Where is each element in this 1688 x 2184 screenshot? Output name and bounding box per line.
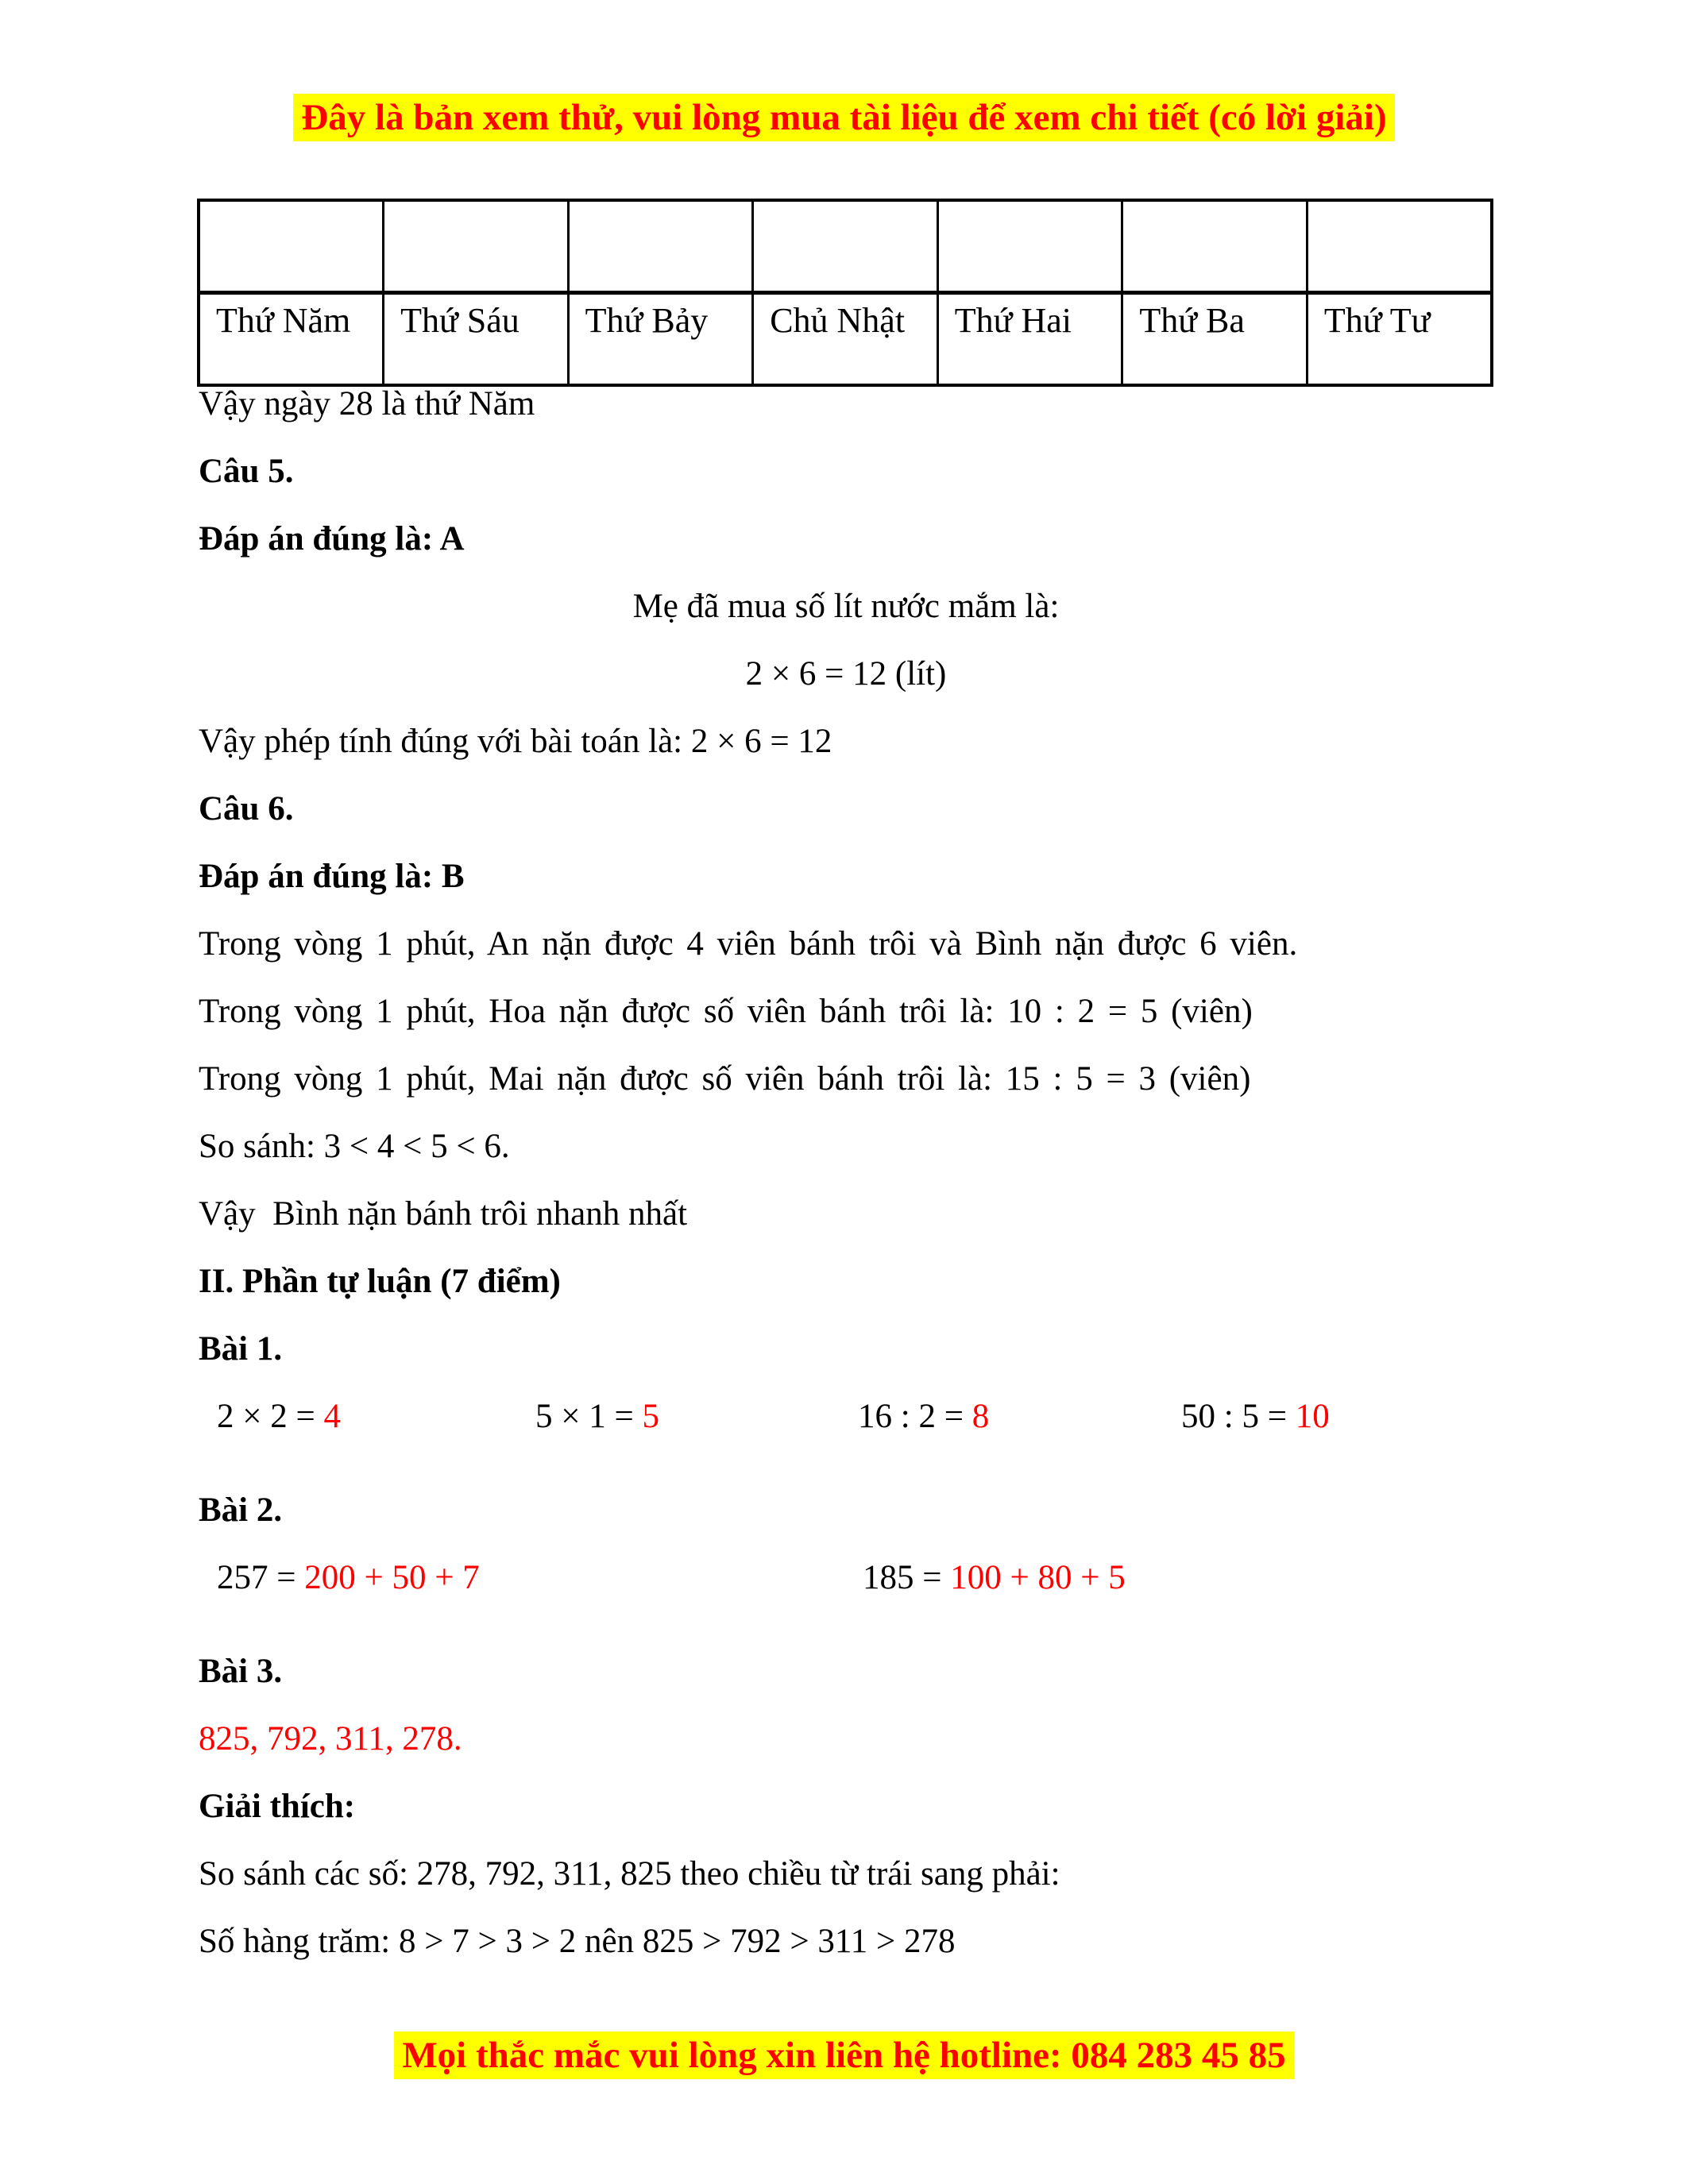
weekday-table-empty-row [199,200,1492,293]
question-5-heading: Câu 5. [199,453,294,490]
empty-cell [1122,200,1308,293]
equation [1181,1398,1330,1436]
question-5-conclusion: Vậy phép tính đúng với bài toán là: 2 × 6 = 12 [199,723,832,760]
question-6-solution-line-3: Trong vòng 1 phút, Mai nặn được số viên bánh trôi là: 15 : 5 = 3 (viên) [199,1060,1251,1098]
question-6-solution-line-2: Trong vòng 1 phút, Hoa nặn được số viên bánh trôi là: 10 : 2 = 5 (viên) [199,993,1253,1030]
equation-answer: 4 [323,1398,342,1435]
exercise-3-answer: 825, 792, 311, 278. [199,1720,462,1758]
section-2-heading: II. Phần tự luận (7 điểm) [199,1263,561,1300]
question-6-heading: Câu 6. [199,790,294,828]
preview-notice-banner [0,94,1688,141]
day-cell: Thứ Bảy [568,293,753,386]
exercise-1-equations-row [199,1398,1493,1436]
equation [535,1398,659,1436]
empty-cell [199,200,384,293]
question-6-answer-label: Đáp án đúng là: B [199,858,465,895]
document-body [199,385,1493,1990]
equation [217,1398,341,1436]
empty-cell [384,200,569,293]
day-cell: Thứ Năm [199,293,384,386]
exercise-2-equations-row [199,1559,1493,1597]
day-cell: Chủ Nhật [753,293,938,386]
hotline-banner [0,2032,1688,2079]
exercise-3-heading: Bài 3. [199,1653,283,1690]
day-cell: Thứ Tư [1307,293,1492,386]
equation-expression: 2 × 2 = [217,1398,324,1435]
equation-answer: 200 + 50 + 7 [304,1559,480,1596]
equation-answer: 100 + 80 + 5 [950,1559,1126,1596]
equation [858,1398,989,1436]
question-6-conclusion: Vậy Bình nặn bánh trôi nhanh nhất [199,1195,688,1233]
question-5-solution-line-2: 2 × 6 = 12 (lít) [745,655,947,693]
exercise-3-explanation-heading: Giải thích: [199,1788,356,1825]
equation-expression: 50 : 5 = [1181,1398,1296,1435]
weekday-table [197,199,1493,387]
empty-cell [568,200,753,293]
day-conclusion-line: Vậy ngày 28 là thứ Năm [199,385,535,423]
exercise-3-explanation-line-1: So sánh các số: 278, 792, 311, 825 theo chiều từ trái sang phải: [199,1855,1060,1893]
day-cell: Thứ Sáu [384,293,569,386]
question-6-solution-line-1: Trong vòng 1 phút, An nặn được 4 viên bánh trôi và Bình nặn được 6 viên. [199,925,1298,963]
weekday-table-day-row [199,293,1492,386]
day-cell: Thứ Ba [1122,293,1308,386]
equation-answer: 5 [642,1398,660,1435]
hotline-text: Mọi thắc mắc vui lòng xin liên hệ hotline: 084 283 45 85 [394,2032,1293,2079]
equation-answer: 8 [971,1398,990,1435]
day-cell: Thứ Hai [937,293,1122,386]
equation-expression: 257 = [217,1559,305,1596]
question-5-answer-label: Đáp án đúng là: A [199,520,465,558]
exercise-2-heading: Bài 2. [199,1491,283,1529]
empty-cell [937,200,1122,293]
equation-answer: 10 [1295,1398,1330,1435]
equation-expression: 185 = [863,1559,951,1596]
preview-notice-text: Đây là bản xem thử, vui lòng mua tài liệu để xem chi tiết (có lời giải) [293,94,1394,141]
equation [217,1559,480,1597]
empty-cell [1307,200,1492,293]
question-5-solution-line-1: Mẹ đã mua số lít nước mắm là: [632,588,1060,625]
equation [863,1559,1126,1597]
exercise-1-heading: Bài 1. [199,1330,283,1368]
equation-expression: 5 × 1 = [535,1398,643,1435]
question-6-comparison: So sánh: 3 < 4 < 5 < 6. [199,1128,510,1165]
empty-cell [753,200,938,293]
equation-expression: 16 : 2 = [858,1398,972,1435]
exercise-3-explanation-line-2: Số hàng trăm: 8 > 7 > 3 > 2 nên 825 > 792 > 311 > 278 [199,1923,956,1960]
